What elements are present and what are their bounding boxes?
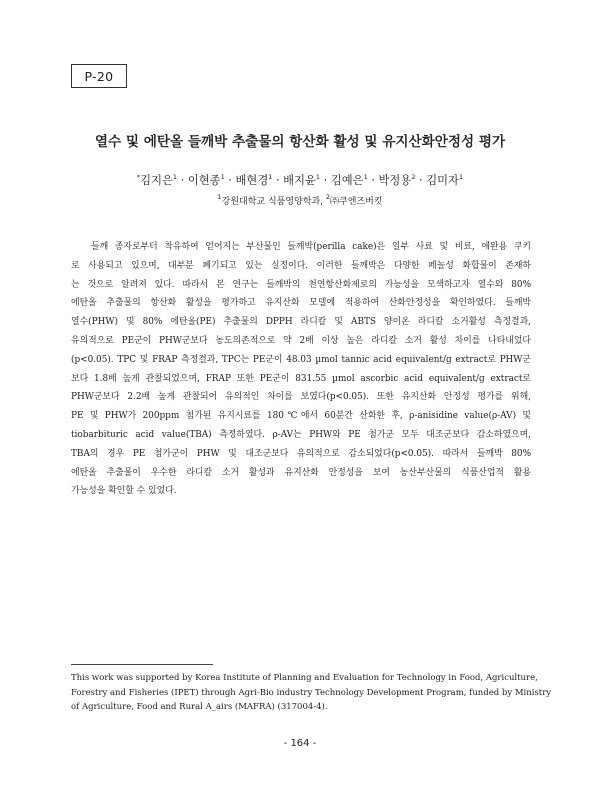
author-separator: · — [320, 174, 331, 187]
abstract-line: 로 사용되고 있으며, 대부분 폐기되고 있는 실정이다. 이러한 들깨박은 다양한 페놀성 화합물이 존재하 — [71, 260, 531, 271]
author-name: 김미자 — [426, 174, 459, 187]
abstract-line: 열수(PHW) 및 80% 에탄올(PE) 추출물의 DPPH 라디칼 및 ABTS 양이온 라디칼 소거활성 측정결과, — [71, 317, 531, 328]
footnote-line: of Agriculture, Food and Rural A_airs (MAFRA) (317004-4). — [71, 702, 328, 713]
abstract-line: 는 것으로 알려져 있다. 따라서 본 연구는 들깨박의 천연항산화제로의 가능성을 모색하고자 열수와 80% — [71, 279, 531, 290]
affiliation-mark: 1 — [458, 173, 464, 181]
footnote — [71, 671, 552, 715]
corresponding-mark: * — [136, 173, 141, 181]
affiliation-mark: 2 — [411, 173, 416, 181]
abstract-body — [71, 238, 531, 501]
affiliation-mark: 1 — [217, 193, 222, 201]
abstract-line: 가능성을 확인할 수 있었다. — [71, 486, 177, 497]
author-name: 배지윤 — [283, 174, 316, 187]
footnote-divider — [71, 664, 213, 665]
affiliation-mark: 1 — [315, 173, 321, 181]
author-separator: · — [415, 174, 427, 187]
poster-id-box — [71, 64, 127, 88]
author-separator: · — [224, 174, 236, 187]
author-name: 배현경 — [235, 174, 269, 187]
footnote-line: Forestry and Fisheries (IPET) through Agri-Bio industry Technology Development Program, funded by Ministry — [71, 687, 552, 698]
abstract-line: 들깨 종자로부터 착유하여 얻어지는 부산물인 들깨박(perilla cake)은 일부 사료 및 비료, 애완용 쿠키 — [91, 242, 531, 252]
abstract-line: 에탄올 추출물이 우수한 라디칼 소거 활성과 유지산화 안정성을 보여 농산부산물의 식품산업적 활용 — [71, 467, 531, 478]
author-separator: · — [272, 174, 284, 187]
abstract-line: TBA의 경우 PE 첨가군이 PHW 및 대조군보다 유의적으로 감소되었다(p<0.05). 따라서 들깨박 80% — [71, 448, 531, 459]
author-separator: · — [177, 174, 188, 187]
author-name: 김예은 — [330, 174, 364, 187]
affiliations — [0, 194, 600, 207]
affiliation-mark: 1 — [172, 173, 178, 181]
abstract-line: 보다 1.8배 높게 관찰되었으며, FRAP 또한 PE군이 831.55 µmol ascorbic acid equivalent/g extract로 — [71, 373, 531, 384]
abstract-line: 에탄올 추출물의 항산화 활성을 평가하고 유지산화 모델에 적용하여 산화안정성을 확인하였다. 들깨박 — [71, 298, 531, 309]
poster-id: P-20 — [84, 68, 114, 84]
author-list — [0, 172, 600, 188]
footnote-line: This work was supported by Korea Institute of Planning and Evaluation for Technology in Food, Agriculture, — [71, 673, 538, 683]
affiliation-mark: 1 — [268, 173, 273, 181]
abstract-line: (p<0.05). TPC 및 FRAP 측정결과, TPC는 PE군이 48.03 µmol tannic acid equivalent/g extract로 PHW군 — [71, 354, 531, 365]
page-number: - 164 - — [283, 738, 317, 749]
author-name: 이현종 — [187, 174, 221, 187]
author-name: 김지은 — [140, 174, 173, 187]
author-name: 박정용 — [378, 174, 412, 187]
paper-title: 열수 및 에탄올 들깨박 추출물의 항산화 활성 및 유지산화안정성 평가 — [94, 134, 506, 150]
affiliation-mark: 2 — [325, 193, 331, 201]
abstract-line: PHW군보다 2.2배 높게 관찰되어 유의적인 차이를 보였다(p<0.05). 또한 유지산화 안정성 평가를 위해, — [71, 392, 531, 403]
abstract-line: tiobarbituric acid value(TBA) 측정하였다. ρ-AV는 PHW와 PE 첨가군 모두 대조군보다 감소하였으며, — [71, 429, 531, 440]
author-separator: · — [367, 174, 379, 187]
affiliation-text: ㈜쿠엔즈버킷 — [330, 197, 383, 207]
abstract-line: 유의적으로 PE군이 PHW군보다 농도의존적으로 약 2배 이상 높은 라디칼 소거 활성 차이를 나타내었다 — [71, 335, 531, 346]
affiliation-mark: 1 — [220, 173, 225, 181]
abstract-line: PE 및 PHW가 200ppm 첨가된 유지시료를 180℃에서 60분간 산화한 후, ρ-anisidine value(ρ-AV) 및 — [71, 411, 531, 422]
affiliation-mark: 1 — [363, 173, 368, 181]
affiliation-text: 강원대학교 식품영양학과, — [221, 197, 323, 207]
